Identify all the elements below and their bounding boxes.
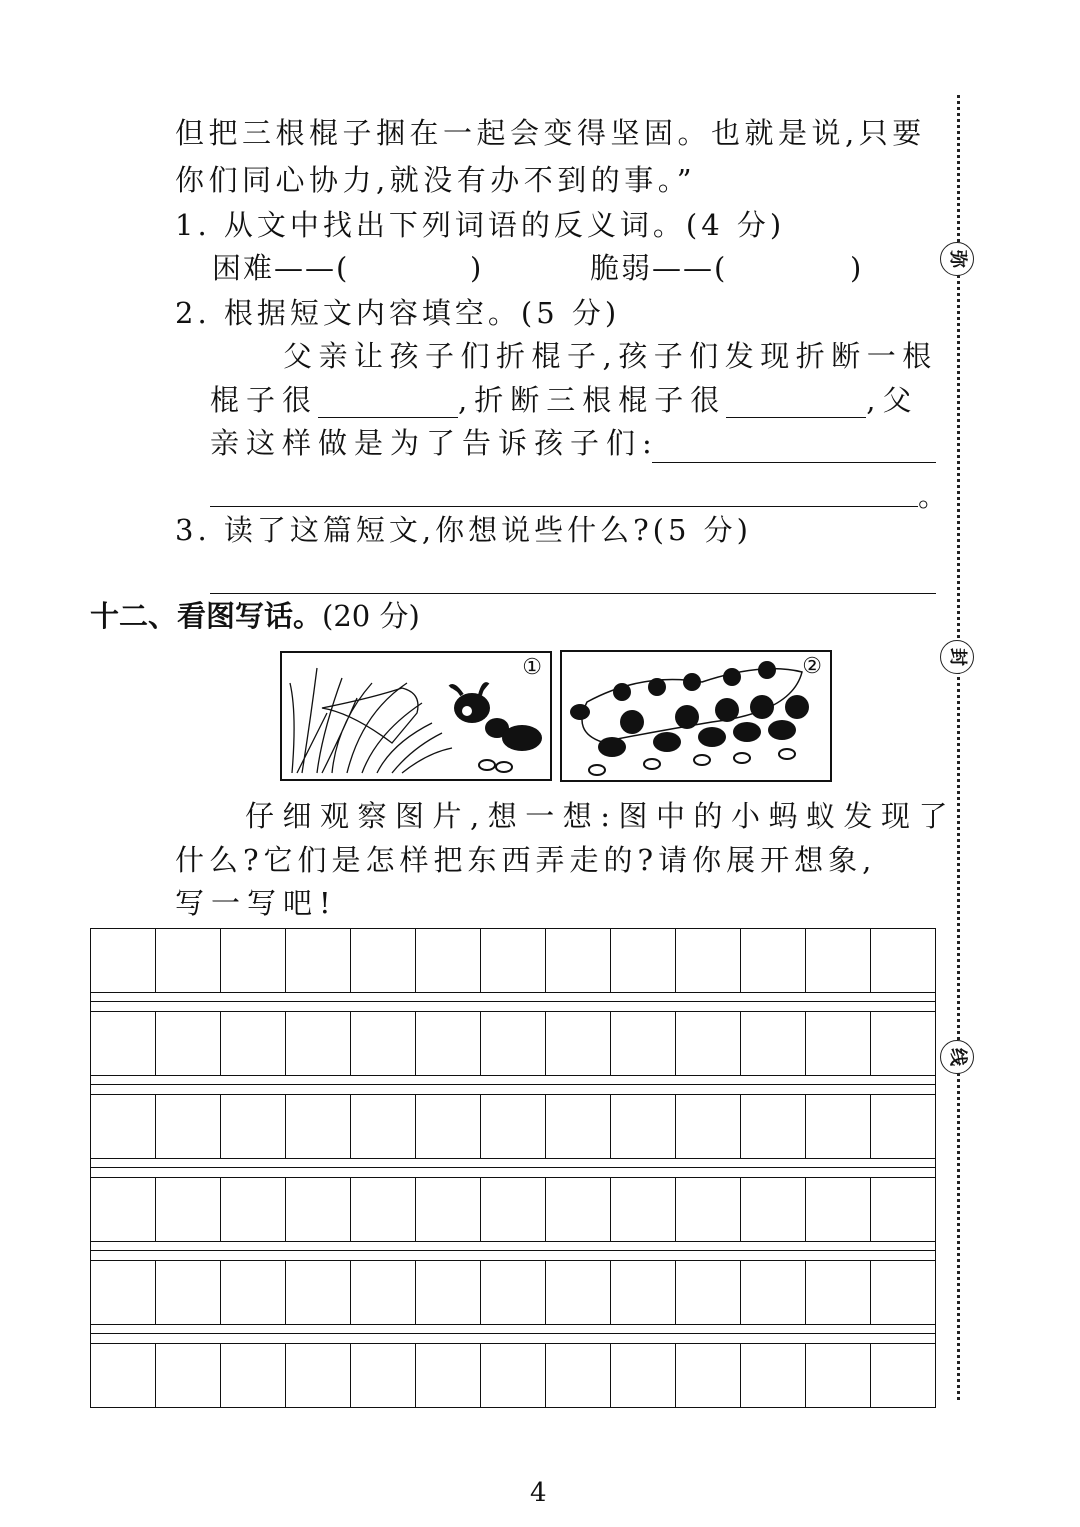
writing-cell[interactable] [416, 1095, 481, 1158]
writing-cell[interactable] [871, 1012, 935, 1075]
writing-cell[interactable] [806, 929, 871, 992]
seal-mark-feng: 封 [940, 640, 974, 674]
writing-cell[interactable] [871, 1178, 935, 1241]
writing-cell[interactable] [221, 1012, 286, 1075]
writing-cell[interactable] [741, 929, 806, 992]
writing-cell[interactable] [416, 1344, 481, 1407]
writing-cell[interactable] [481, 1178, 546, 1241]
writing-cell[interactable] [546, 1178, 611, 1241]
writing-cell[interactable] [871, 1344, 935, 1407]
passage-line: 你们同心协力,就没有办不到的事。” [175, 163, 697, 197]
picture-number-2: ② [802, 654, 822, 679]
writing-grid-row[interactable] [90, 928, 936, 993]
section-score: (20 分) [322, 599, 420, 633]
writing-grid-row[interactable] [90, 1177, 936, 1242]
writing-cell[interactable] [611, 1095, 676, 1158]
prompt-line: 仔细观察图片,想一想:图中的小蚂蚁发现了 [245, 799, 956, 833]
writing-cell[interactable] [481, 1012, 546, 1075]
writing-cell[interactable] [546, 1261, 611, 1324]
writing-cell[interactable] [806, 1095, 871, 1158]
grid-row-separator [90, 1242, 936, 1260]
writing-cell[interactable] [611, 1178, 676, 1241]
writing-cell[interactable] [286, 1178, 351, 1241]
writing-cell[interactable] [351, 1261, 416, 1324]
fill-blank-2[interactable] [726, 391, 866, 418]
fill-text: ,父 [866, 383, 919, 417]
writing-cell[interactable] [91, 929, 156, 992]
writing-cell[interactable] [221, 1344, 286, 1407]
grass-and-ant-illustration [282, 653, 550, 779]
grid-row-separator [90, 1159, 936, 1177]
writing-cell[interactable] [351, 1095, 416, 1158]
writing-cell[interactable] [676, 1012, 741, 1075]
section-12-title [90, 598, 420, 634]
picture-2-ants-carry-food [560, 650, 832, 782]
writing-cell[interactable] [351, 1178, 416, 1241]
writing-cell[interactable] [351, 1012, 416, 1075]
writing-cell[interactable] [156, 1012, 221, 1075]
page-number: 4 [530, 1478, 547, 1508]
writing-cell[interactable] [676, 1261, 741, 1324]
fill-line-2 [210, 382, 918, 418]
fill-text: ,折断三根棍子很 [458, 383, 727, 417]
writing-cell[interactable] [611, 1012, 676, 1075]
grid-row-separator [90, 1325, 936, 1343]
writing-cell[interactable] [806, 1344, 871, 1407]
section-heading: 十二、看图写话。 [90, 599, 323, 633]
writing-cell[interactable] [481, 1095, 546, 1158]
writing-cell[interactable] [221, 1261, 286, 1324]
answer-line[interactable] [210, 506, 918, 507]
writing-grid-row[interactable] [90, 1343, 936, 1408]
antonym-paren-1[interactable]: ) [470, 251, 489, 285]
writing-cell[interactable] [286, 1261, 351, 1324]
writing-cell[interactable] [546, 929, 611, 992]
writing-cell[interactable] [806, 1012, 871, 1075]
writing-cell[interactable] [676, 1178, 741, 1241]
picture-number-1: ① [522, 655, 542, 680]
writing-cell[interactable] [741, 1178, 806, 1241]
writing-cell[interactable] [741, 1344, 806, 1407]
writing-cell[interactable] [481, 1261, 546, 1324]
writing-cell[interactable] [611, 929, 676, 992]
writing-cell[interactable] [676, 929, 741, 992]
writing-cell[interactable] [91, 1012, 156, 1075]
fill-line-3: 亲这样做是为了告诉孩子们: [210, 426, 659, 460]
writing-cell[interactable] [156, 1178, 221, 1241]
writing-cell[interactable] [806, 1261, 871, 1324]
writing-cell[interactable] [221, 1095, 286, 1158]
writing-cell[interactable] [416, 929, 481, 992]
writing-cell[interactable] [611, 1261, 676, 1324]
writing-cell[interactable] [481, 929, 546, 992]
fill-line-1: 父亲让孩子们折棍子,孩子们发现折断一根 [283, 339, 938, 373]
writing-cell[interactable] [91, 1261, 156, 1324]
writing-cell[interactable] [676, 1095, 741, 1158]
writing-cell[interactable] [871, 1095, 935, 1158]
fill-text: 棍子很 [210, 383, 319, 417]
writing-cell[interactable] [416, 1178, 481, 1241]
question-2-title: 2. 根据短文内容填空。(5 分) [175, 296, 621, 330]
answer-line[interactable] [210, 593, 936, 594]
writing-cell[interactable] [871, 1261, 935, 1324]
seal-dotted-line [957, 95, 960, 1400]
writing-cell[interactable] [351, 1344, 416, 1407]
antonym-paren-2[interactable]: ) [850, 251, 869, 285]
writing-cell[interactable] [546, 1012, 611, 1075]
prompt-line: 什么?它们是怎样把东西弄走的?请你展开想象, [175, 843, 877, 877]
writing-cell[interactable] [286, 1344, 351, 1407]
writing-cell[interactable] [91, 1095, 156, 1158]
writing-cell[interactable] [546, 1344, 611, 1407]
writing-cell[interactable] [741, 1012, 806, 1075]
writing-grid-row[interactable] [90, 1094, 936, 1159]
writing-cell[interactable] [481, 1344, 546, 1407]
writing-cell[interactable] [156, 929, 221, 992]
writing-cell[interactable] [91, 1344, 156, 1407]
prompt-line: 写一写吧! [175, 886, 338, 920]
question-3-title: 3. 读了这篇短文,你想说些什么?(5 分) [175, 513, 752, 547]
writing-cell[interactable] [286, 1095, 351, 1158]
answer-line[interactable] [652, 462, 936, 463]
period: 。 [918, 479, 955, 513]
grid-row-separator [90, 993, 936, 1011]
antonym-prompt-2: 脆弱——( [590, 251, 728, 285]
writing-cell[interactable] [806, 1178, 871, 1241]
writing-cell[interactable] [741, 1261, 806, 1324]
antonym-prompt-1: 困难——( [212, 251, 350, 285]
picture-1-ant-finds-food [280, 651, 552, 781]
writing-cell[interactable] [351, 929, 416, 992]
writing-cell[interactable] [221, 1178, 286, 1241]
writing-cell[interactable] [221, 929, 286, 992]
writing-grid-row[interactable] [90, 1260, 936, 1325]
question-1-title: 1. 从文中找出下列词语的反义词。(4 分) [175, 208, 786, 242]
seal-mark-xian: 线 [940, 1040, 974, 1074]
grid-row-separator [90, 1076, 936, 1094]
writing-cell[interactable] [741, 1095, 806, 1158]
writing-cell[interactable] [156, 1261, 221, 1324]
writing-cell[interactable] [156, 1095, 221, 1158]
writing-cell[interactable] [546, 1095, 611, 1158]
writing-cell[interactable] [416, 1261, 481, 1324]
ants-carrying-illustration [562, 652, 830, 780]
fill-blank-1[interactable] [318, 391, 458, 418]
writing-cell[interactable] [416, 1012, 481, 1075]
writing-cell[interactable] [871, 929, 935, 992]
writing-cell[interactable] [286, 1012, 351, 1075]
writing-cell[interactable] [91, 1178, 156, 1241]
writing-cell[interactable] [611, 1344, 676, 1407]
passage-line: 但把三根棍子捆在一起会变得坚固。也就是说,只要 [175, 116, 926, 150]
writing-cell[interactable] [676, 1344, 741, 1407]
writing-cell[interactable] [286, 929, 351, 992]
writing-cell[interactable] [156, 1344, 221, 1407]
seal-mark-mi: 弥 [940, 242, 974, 276]
writing-grid-row[interactable] [90, 1011, 936, 1076]
